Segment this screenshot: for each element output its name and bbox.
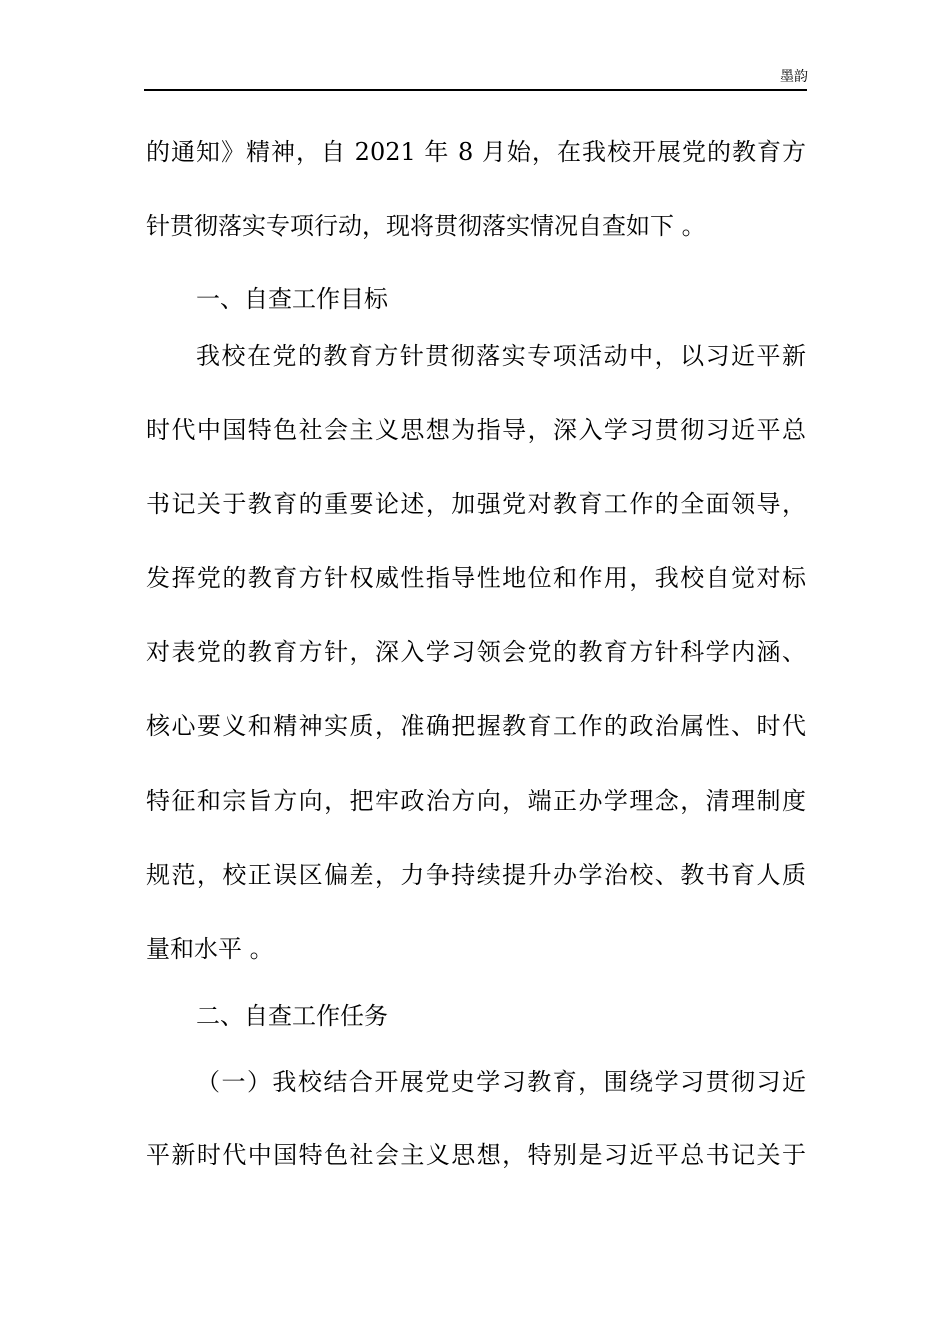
text-line: 书记关于教育的重要论述，加强党对教育工作的全面领导， <box>146 490 806 518</box>
text-line: 平新时代中国特色社会主义思想，特别是习近平总书记关于 <box>146 1141 806 1169</box>
text-line: 时代中国特色社会主义思想为指导，深入学习贯彻习近平总 <box>146 416 806 444</box>
text-line: 的通知》精神，自 2021 年 8 月始，在我校开展党的教育方 <box>146 138 806 166</box>
text-line: （一）我校结合开展党史学习教育，围绕学习贯彻习近 <box>196 1068 806 1096</box>
section-heading: 一、自查工作目标 <box>196 285 388 313</box>
text-line: 我校在党的教育方针贯彻落实专项活动中，以习近平新 <box>196 342 806 370</box>
text-line: 针贯彻落实专项行动，现将贯彻落实情况自查如下 。 <box>146 212 706 240</box>
header-divider <box>144 89 807 91</box>
text-line: 核心要义和精神实质，准确把握教育工作的政治属性、时代 <box>146 712 806 740</box>
text-line: 量和水平 。 <box>146 935 274 963</box>
header-brand-label: 墨韵 <box>780 69 808 85</box>
text-line: 特征和宗旨方向，把牢政治方向，端正办学理念，清理制度 <box>146 787 806 815</box>
section-heading: 二、自查工作任务 <box>196 1002 388 1030</box>
text-line: 规范，校正误区偏差，力争持续提升办学治校、教书育人质 <box>146 861 806 889</box>
text-line: 对表党的教育方针，深入学习领会党的教育方针科学内涵、 <box>146 638 806 666</box>
text-line: 发挥党的教育方针权威性指导性地位和作用，我校自觉对标 <box>146 564 806 592</box>
